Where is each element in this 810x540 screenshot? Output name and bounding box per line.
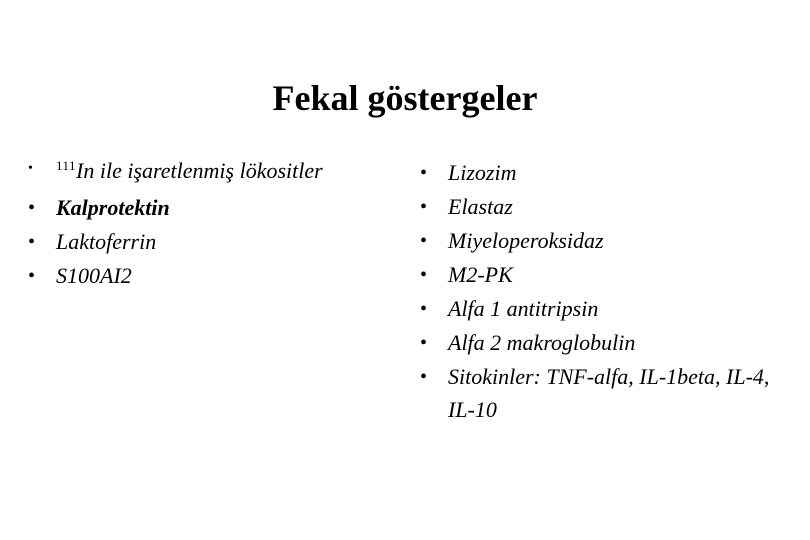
- left-marker-list: [28, 154, 398, 293]
- bullet-icon: •: [28, 161, 33, 176]
- list-item-text: S100AI2: [56, 263, 132, 288]
- list-item: [420, 326, 780, 360]
- list-item-text: Sitokinler: TNF-alfa, IL-1beta, IL-4, IL-10: [448, 364, 770, 422]
- right-marker-list: [420, 156, 780, 426]
- list-item: [420, 292, 780, 326]
- list-item-text: Alfa 2 makroglobulin: [448, 330, 636, 355]
- list-item-text: Laktoferrin: [56, 229, 157, 254]
- slide-title: Fekal göstergeler: [272, 78, 538, 118]
- list-item-text: Kalprotektin: [56, 195, 170, 220]
- bullet-icon: •: [420, 162, 428, 184]
- bullet-icon: •: [420, 298, 428, 320]
- list-item: [420, 258, 780, 292]
- bullet-icon: •: [420, 332, 428, 354]
- list-item-text: Lizozim: [448, 160, 517, 185]
- list-item: [420, 190, 780, 224]
- bullet-icon: •: [28, 231, 36, 253]
- list-item-text: Alfa 1 antitripsin: [448, 296, 599, 321]
- bullet-icon: •: [420, 196, 428, 218]
- list-item: [420, 156, 780, 190]
- list-item: [28, 191, 398, 225]
- list-item-text: In ile işaretlenmiş lökositler: [76, 158, 323, 183]
- list-item: [420, 360, 780, 426]
- isotope-superscript: 111: [56, 158, 77, 173]
- bullet-icon: •: [420, 230, 428, 252]
- list-item: [28, 225, 398, 259]
- bullet-icon: •: [28, 265, 36, 287]
- list-item-text: M2-PK: [448, 262, 513, 287]
- bullet-icon: •: [420, 264, 428, 286]
- bullet-icon: •: [420, 366, 428, 388]
- list-item-text: Miyeloperoksidaz: [448, 228, 604, 253]
- list-item: [28, 154, 398, 191]
- list-item: [420, 224, 780, 258]
- list-item: [28, 259, 398, 293]
- list-item-text: Elastaz: [448, 194, 513, 219]
- bullet-icon: •: [28, 197, 36, 219]
